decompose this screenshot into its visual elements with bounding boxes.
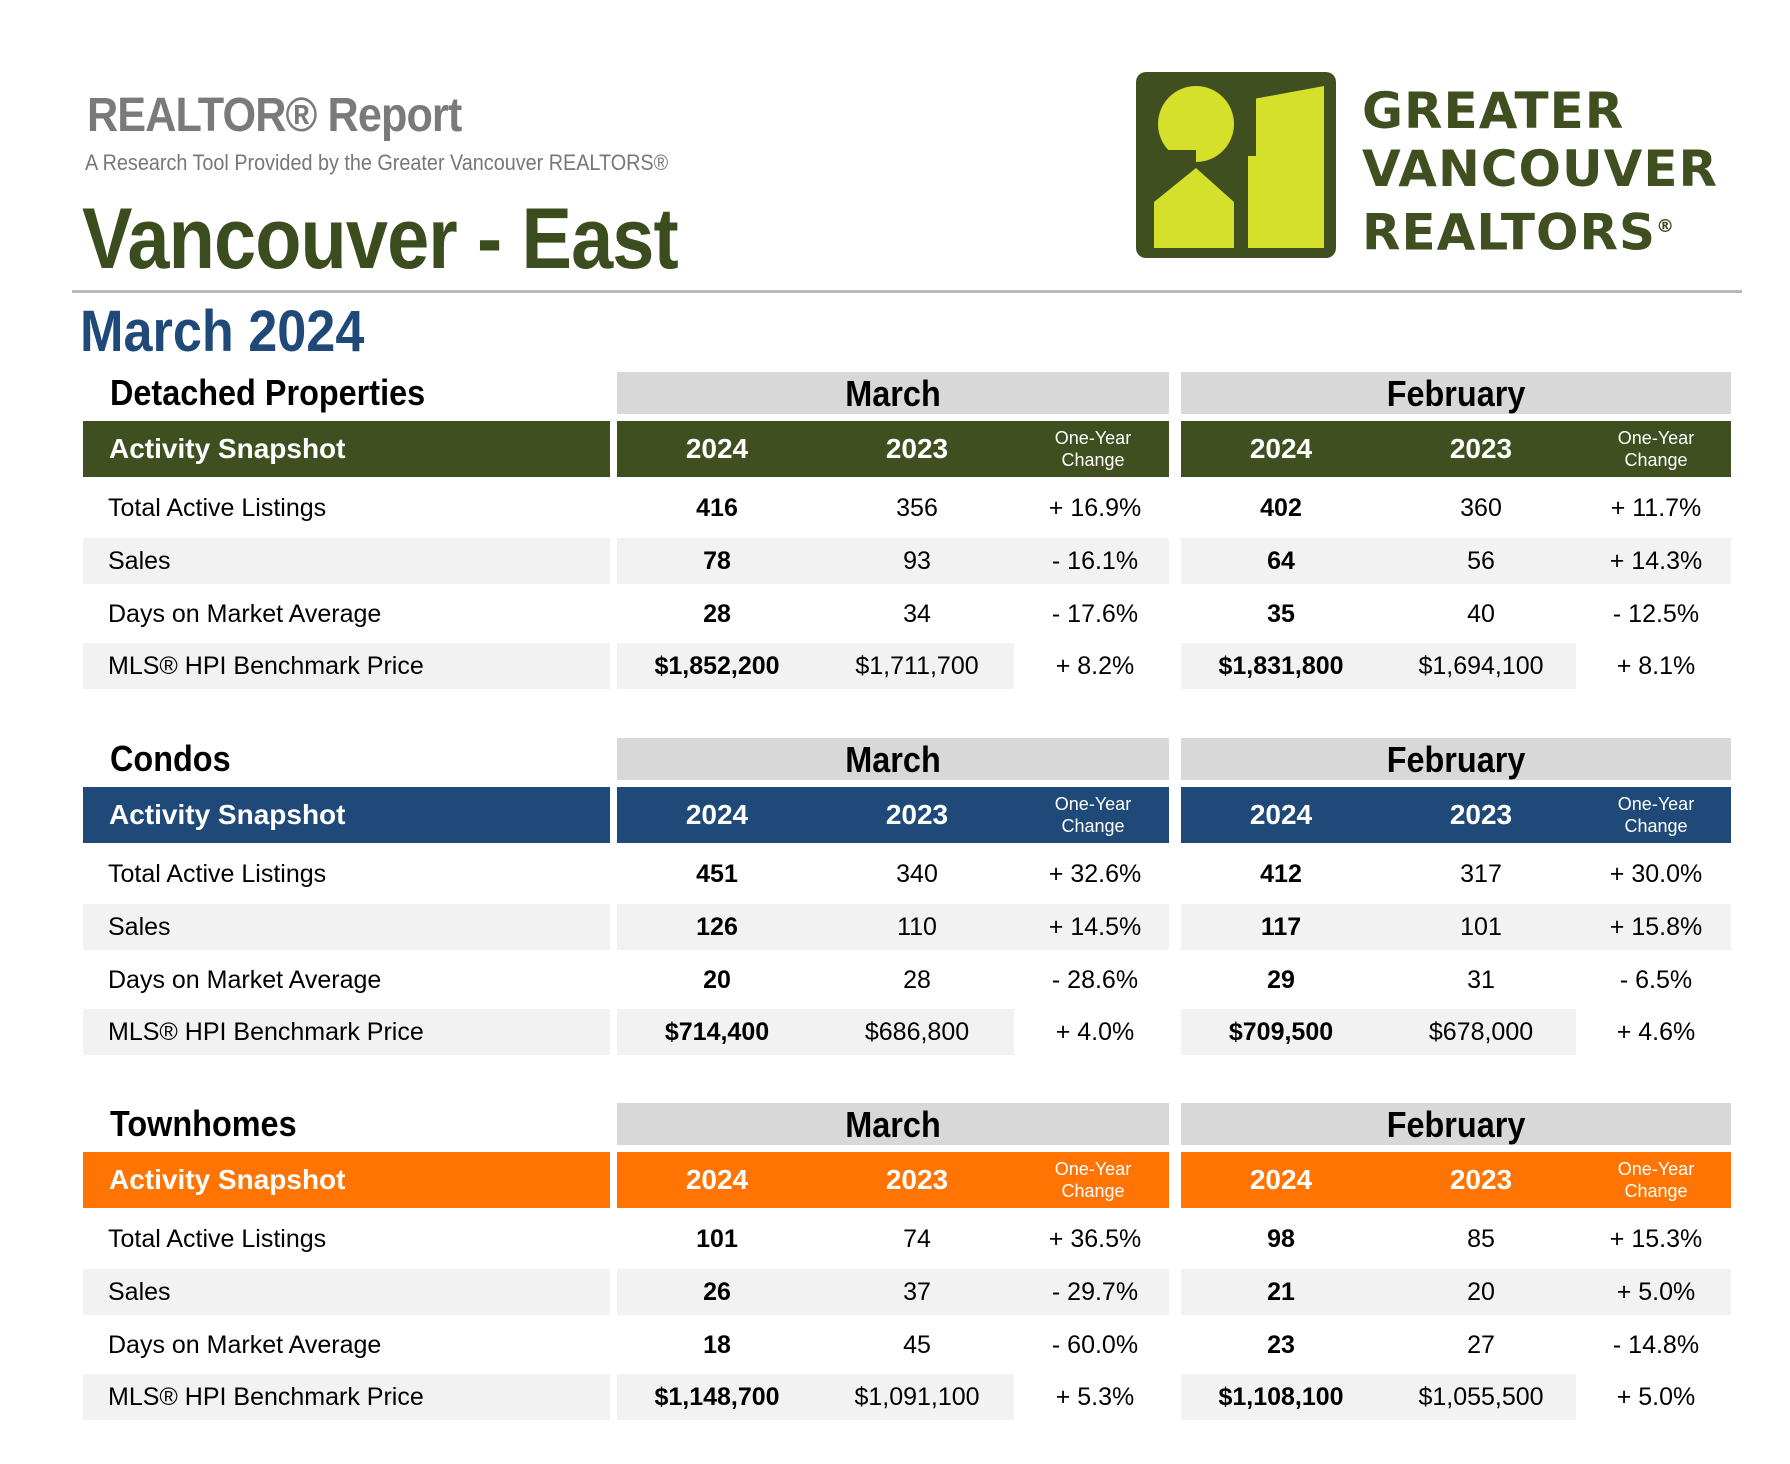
year-column-header: 2023 [885, 799, 949, 830]
table-cell: + 8.1% [1616, 652, 1696, 680]
table-cell: 451 [696, 860, 738, 888]
table-cell: 98 [1267, 1225, 1295, 1253]
period-previous-header: February [1181, 372, 1731, 414]
current-period-columns [617, 1152, 1169, 1208]
logo-wordmark: GREATER VANCOUVER REALTORS® [1362, 82, 1718, 262]
table-cell: + 32.6% [1048, 860, 1142, 888]
table-cell: 37 [903, 1278, 931, 1306]
table-cell: $709,500 [1228, 1018, 1334, 1046]
row-label: Total Active Listings [108, 494, 327, 522]
table-cell: $1,108,100 [1218, 1383, 1344, 1411]
table-cell: $1,055,500 [1418, 1383, 1544, 1411]
table-cell: 93 [903, 547, 931, 575]
table-cell: $714,400 [664, 1018, 770, 1046]
table-cell: 23 [1267, 1331, 1295, 1359]
table-cell: 18 [703, 1331, 731, 1359]
period-previous-header: February [1181, 1103, 1731, 1145]
table-cell: $1,694,100 [1418, 652, 1544, 680]
row-label: MLS® HPI Benchmark Price [108, 1383, 424, 1411]
table-cell: 416 [696, 494, 738, 522]
table-cell: + 5.0% [1616, 1278, 1696, 1306]
table-cell: 117 [1260, 913, 1302, 941]
townhomes-section [0, 1103, 1790, 1443]
table-cell: + 15.3% [1609, 1225, 1703, 1253]
table-cell: + 8.2% [1055, 652, 1135, 680]
table-cell: 101 [696, 1225, 738, 1253]
table-row [0, 1269, 1790, 1315]
header-divider [72, 290, 1742, 293]
condos-section [0, 738, 1790, 1078]
activity-snapshot-header: Activity Snapshot [83, 1152, 610, 1208]
table-row [0, 485, 1790, 531]
current-period-columns [617, 787, 1169, 843]
table-cell: - 29.7% [1051, 1278, 1139, 1306]
table-cell: 74 [903, 1225, 931, 1253]
table-cell: - 16.1% [1051, 547, 1139, 575]
previous-period-columns [1181, 421, 1731, 477]
table-cell: - 17.6% [1051, 600, 1139, 628]
table-row [0, 1322, 1790, 1368]
table-cell: $1,148,700 [654, 1383, 780, 1411]
table-row [0, 1009, 1790, 1055]
table-cell: 28 [903, 966, 931, 994]
year-column-header: 2023 [885, 1164, 949, 1195]
table-cell: + 16.9% [1048, 494, 1142, 522]
row-label: Sales [108, 913, 171, 941]
table-cell: - 14.8% [1612, 1331, 1700, 1359]
table-cell: $678,000 [1428, 1018, 1534, 1046]
section-title: Detached Properties [110, 372, 426, 413]
table-row [0, 851, 1790, 897]
table-cell: + 15.8% [1609, 913, 1703, 941]
table-cell: + 14.3% [1609, 547, 1703, 575]
table-cell: + 30.0% [1609, 860, 1703, 888]
change-column-header: One-Year Change [1054, 428, 1132, 470]
table-cell: + 5.0% [1616, 1383, 1696, 1411]
year-column-header: 2024 [1249, 1164, 1313, 1195]
period-previous-header: February [1181, 738, 1731, 780]
table-cell: 40 [1467, 600, 1495, 628]
logo-mark-icon [1136, 72, 1336, 258]
table-cell: $1,852,200 [654, 652, 780, 680]
table-row [0, 904, 1790, 950]
table-cell: 340 [896, 860, 938, 888]
table-cell: 26 [703, 1278, 731, 1306]
table-row [0, 957, 1790, 1003]
table-cell: 64 [1267, 547, 1295, 575]
table-cell: 28 [703, 600, 731, 628]
table-cell: 317 [1460, 860, 1502, 888]
year-column-header: 2023 [885, 433, 949, 464]
table-cell: 20 [703, 966, 731, 994]
row-label: Total Active Listings [108, 1225, 327, 1253]
activity-snapshot-header: Activity Snapshot [83, 787, 610, 843]
previous-period-columns [1181, 1152, 1731, 1208]
table-row [0, 1216, 1790, 1262]
table-cell: 356 [896, 494, 938, 522]
year-column-header: 2024 [1249, 433, 1313, 464]
table-cell: $1,091,100 [854, 1383, 980, 1411]
table-cell: 27 [1467, 1331, 1495, 1359]
change-column-header: One-Year Change [1617, 1159, 1695, 1201]
table-cell: 126 [696, 913, 738, 941]
table-cell: - 28.6% [1051, 966, 1139, 994]
table-cell: 45 [903, 1331, 931, 1359]
table-cell: 412 [1260, 860, 1302, 888]
row-label: Days on Market Average [108, 600, 382, 628]
section-title: Condos [110, 738, 231, 779]
change-column-header: One-Year Change [1054, 794, 1132, 836]
table-cell: + 5.3% [1055, 1383, 1135, 1411]
change-column-header: One-Year Change [1054, 1159, 1132, 1201]
row-label: Days on Market Average [108, 1331, 382, 1359]
table-cell: - 12.5% [1612, 600, 1700, 628]
table-cell: $1,711,700 [855, 652, 979, 680]
table-cell: 20 [1467, 1278, 1495, 1306]
table-cell: 21 [1267, 1278, 1295, 1306]
year-column-header: 2024 [1249, 799, 1313, 830]
year-column-header: 2024 [685, 799, 749, 830]
detached-section [0, 372, 1790, 712]
table-row [0, 1374, 1790, 1420]
change-column-header: One-Year Change [1617, 428, 1695, 470]
table-cell: $686,800 [864, 1018, 970, 1046]
table-cell: 402 [1260, 494, 1302, 522]
section-title: Townhomes [110, 1103, 297, 1144]
table-cell: $1,831,800 [1218, 652, 1344, 680]
table-cell: + 36.5% [1048, 1225, 1142, 1253]
row-label: MLS® HPI Benchmark Price [108, 652, 424, 680]
year-column-header: 2023 [1449, 433, 1513, 464]
table-cell: 34 [903, 600, 931, 628]
page-title: Vancouver - East [82, 191, 678, 287]
period-current-header: March [617, 738, 1169, 780]
table-cell: - 6.5% [1619, 966, 1693, 994]
table-row [0, 538, 1790, 584]
table-cell: 29 [1267, 966, 1295, 994]
table-cell: 31 [1467, 966, 1495, 994]
table-cell: 110 [897, 913, 937, 941]
change-column-header: One-Year Change [1617, 794, 1695, 836]
report-subtitle: A Research Tool Provided by the Greater Vancouver REALTORS® [85, 150, 669, 175]
table-cell: 85 [1467, 1225, 1495, 1253]
table-cell: 101 [1460, 913, 1502, 941]
row-label: Days on Market Average [108, 966, 382, 994]
year-column-header: 2024 [685, 433, 749, 464]
table-cell: + 11.7% [1610, 494, 1702, 522]
year-column-header: 2023 [1449, 799, 1513, 830]
period-current-header: March [617, 372, 1169, 414]
table-cell: 78 [703, 547, 731, 575]
period-current-header: March [617, 1103, 1169, 1145]
table-row [0, 643, 1790, 689]
activity-snapshot-header: Activity Snapshot [83, 421, 610, 477]
year-column-header: 2023 [1449, 1164, 1513, 1195]
table-cell: 360 [1460, 494, 1502, 522]
table-cell: 35 [1267, 600, 1295, 628]
report-heading: REALTOR® Report [87, 89, 462, 142]
year-column-header: 2024 [685, 1164, 749, 1195]
table-cell: + 14.5% [1048, 913, 1142, 941]
table-cell: 56 [1467, 547, 1495, 575]
row-label: Sales [108, 547, 171, 575]
report-month: March 2024 [80, 299, 365, 364]
table-cell: + 4.6% [1616, 1018, 1696, 1046]
previous-period-columns [1181, 787, 1731, 843]
table-cell: - 60.0% [1051, 1331, 1139, 1359]
row-label: Sales [108, 1278, 171, 1306]
row-label: MLS® HPI Benchmark Price [108, 1018, 424, 1046]
row-label: Total Active Listings [108, 860, 327, 888]
current-period-columns [617, 421, 1169, 477]
table-row [0, 591, 1790, 637]
table-cell: + 4.0% [1055, 1018, 1135, 1046]
